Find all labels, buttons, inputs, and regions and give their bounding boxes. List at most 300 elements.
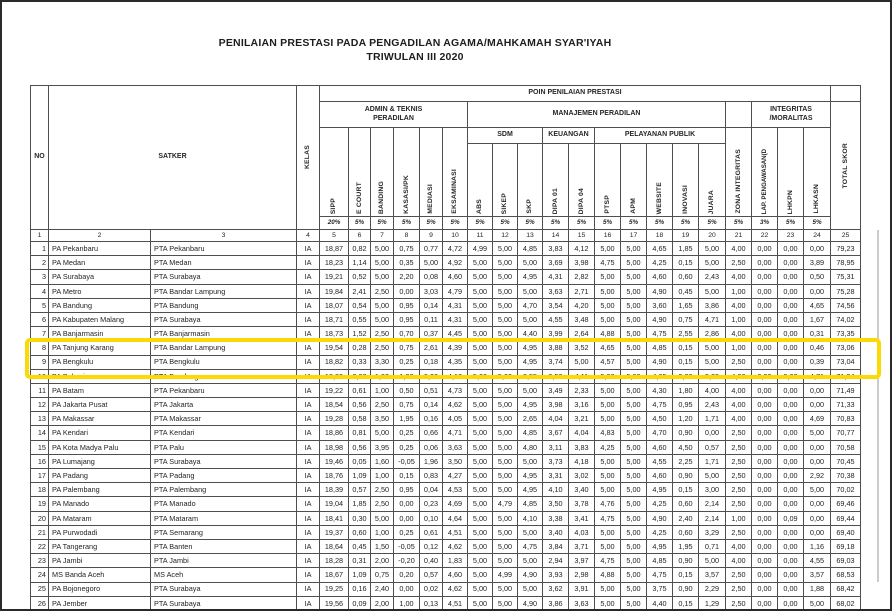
cell-lap-pengawasan: 0,00 <box>752 298 778 312</box>
cell-apm: 5,00 <box>621 568 647 582</box>
cell-total-skor: 74,56 <box>831 298 861 312</box>
cell-dipa04: 2,98 <box>569 568 595 582</box>
cell-no: 26 <box>31 596 49 610</box>
cell-apm: 5,00 <box>621 284 647 298</box>
cell-abs: 5,00 <box>468 426 493 440</box>
cell-zona-integritas: 4,00 <box>726 242 752 256</box>
cell-ecourt: 1,09 <box>349 469 371 483</box>
cell-kasasi-pk: 0,00 <box>394 582 420 596</box>
cell-zona-integritas: 2,50 <box>726 440 752 454</box>
cell-total-skor: 74,02 <box>831 312 861 326</box>
cell-satker-pta: PTA Pekanbaru <box>151 242 297 256</box>
cell-juara: 0,57 <box>699 440 726 454</box>
cell-skp: 4,85 <box>518 242 543 256</box>
cell-ecourt: 1,14 <box>349 256 371 270</box>
cell-eksaminasi: 4,62 <box>443 582 468 596</box>
cell-ecourt: 0,60 <box>349 525 371 539</box>
cell-eksaminasi: 4,31 <box>443 298 468 312</box>
cell-website: 3,60 <box>647 298 673 312</box>
cell-banding: 2,50 <box>371 483 394 497</box>
cell-mediasi: 0,83 <box>420 469 443 483</box>
cell-website: 4,90 <box>647 284 673 298</box>
cell-ptsp: 4,57 <box>595 355 621 369</box>
cell-skp: 2,65 <box>518 412 543 426</box>
col-header-ptsp: PTSP <box>595 144 621 217</box>
cell-skp: 5,00 <box>518 312 543 326</box>
cell-lap-pengawasan: 0,00 <box>752 525 778 539</box>
cell-eksaminasi: 4,72 <box>443 242 468 256</box>
column-number-cell: 13 <box>518 230 543 242</box>
cell-lhkpn: 0,00 <box>778 497 804 511</box>
cell-banding: 2,50 <box>371 327 394 341</box>
cell-kasasi-pk: 0,25 <box>394 355 420 369</box>
cell-dipa01: 4,10 <box>543 483 569 497</box>
cell-satker-pa: PA Banjarmasin <box>49 327 151 341</box>
col-header-sipp: SIPP <box>320 128 349 217</box>
cell-kelas: IA <box>297 341 320 355</box>
table-row <box>31 596 861 610</box>
cell-no: 15 <box>31 440 49 454</box>
cell-no: 6 <box>31 312 49 326</box>
table-row <box>31 539 861 553</box>
cell-juara: 1,71 <box>699 454 726 468</box>
cell-lhkpn: 0,00 <box>778 341 804 355</box>
cell-dipa04: 3,83 <box>569 440 595 454</box>
cell-skp: 4,75 <box>518 539 543 553</box>
cell-ecourt: 0,52 <box>349 270 371 284</box>
cell-eksaminasi: 4,51 <box>443 596 468 610</box>
weight-cell: 5% <box>468 217 493 230</box>
col-header-kasasi-pk: KASASI/PK <box>394 128 420 217</box>
cell-skp: 4,85 <box>518 426 543 440</box>
cell-dipa04: 3,41 <box>569 511 595 525</box>
cell-sipp: 18,82 <box>320 355 349 369</box>
cell-total-skor: 69,40 <box>831 525 861 539</box>
cell-skp: 4,90 <box>518 568 543 582</box>
cell-ecourt: 0,82 <box>349 242 371 256</box>
cell-banding: 1,00 <box>371 369 394 383</box>
cell-dipa01: 3,11 <box>543 440 569 454</box>
cell-dipa04: 4,04 <box>569 426 595 440</box>
weight-cell: 5% <box>543 217 569 230</box>
cell-banding: 1,00 <box>371 525 394 539</box>
cell-no: 5 <box>31 298 49 312</box>
cell-website: 4,25 <box>647 525 673 539</box>
cell-mediasi: 0,61 <box>420 525 443 539</box>
cell-ptsp: 4,25 <box>595 440 621 454</box>
cell-satker-pa: PA Kendari <box>49 426 151 440</box>
cell-banding: 3,95 <box>371 440 394 454</box>
cell-sikep: 5,00 <box>493 454 518 468</box>
cell-ptsp: 4,75 <box>595 554 621 568</box>
cell-ecourt: 0,30 <box>349 511 371 525</box>
cell-banding: 1,60 <box>371 454 394 468</box>
cell-juara: 2,29 <box>699 582 726 596</box>
cell-banding: 1,00 <box>371 383 394 397</box>
cell-website: 4,65 <box>647 369 673 383</box>
cell-lhkasn: 5,00 <box>804 426 831 440</box>
cell-dipa04: 4,12 <box>569 242 595 256</box>
cell-inovasi: 0,75 <box>673 312 699 326</box>
cell-juara: 3,29 <box>699 525 726 539</box>
cell-sikep: 5,00 <box>493 539 518 553</box>
cell-website: 4,75 <box>647 568 673 582</box>
cell-abs: 5,00 <box>468 327 493 341</box>
cell-skp: 4,95 <box>518 483 543 497</box>
cell-sipp: 18,76 <box>320 469 349 483</box>
cell-zona-integritas: 4,00 <box>726 412 752 426</box>
cell-skp: 5,00 <box>518 554 543 568</box>
cell-sipp: 18,28 <box>320 554 349 568</box>
cell-sipp: 19,37 <box>320 525 349 539</box>
cell-inovasi: 0,90 <box>673 582 699 596</box>
cell-sikep: 5,00 <box>493 341 518 355</box>
cell-lhkasn: 3,57 <box>804 568 831 582</box>
cell-kelas: IA <box>297 568 320 582</box>
cell-lap-pengawasan: 0,00 <box>752 582 778 596</box>
cell-website: 4,70 <box>647 426 673 440</box>
cell-kasasi-pk: 0,20 <box>394 568 420 582</box>
cell-no: 16 <box>31 454 49 468</box>
column-number-cell: 20 <box>699 230 726 242</box>
cell-banding: 5,00 <box>371 256 394 270</box>
cell-kelas: IA <box>297 454 320 468</box>
cell-apm: 5,00 <box>621 454 647 468</box>
cell-zona-integritas: 4,00 <box>726 298 752 312</box>
cell-dipa01: 3,98 <box>543 398 569 412</box>
column-number-cell: 1 <box>31 230 49 242</box>
cell-zona-integritas: 4,00 <box>726 369 752 383</box>
cell-sipp: 18,71 <box>320 312 349 326</box>
cell-apm: 5,00 <box>621 511 647 525</box>
cell-apm: 5,00 <box>621 369 647 383</box>
cell-ecourt: 0,55 <box>349 312 371 326</box>
cell-banding: 0,75 <box>371 568 394 582</box>
cell-satker-pa: PA Mataram <box>49 511 151 525</box>
cell-website: 4,50 <box>647 412 673 426</box>
cell-kasasi-pk: 0,70 <box>394 327 420 341</box>
cell-apm: 5,00 <box>621 440 647 454</box>
cell-abs: 5,00 <box>468 568 493 582</box>
cell-kasasi-pk: 1,00 <box>394 369 420 383</box>
table-row <box>31 327 861 341</box>
cell-website: 4,75 <box>647 327 673 341</box>
cell-lhkpn: 0,00 <box>778 525 804 539</box>
cell-juara: 5,00 <box>699 469 726 483</box>
cell-lap-pengawasan: 0,00 <box>752 469 778 483</box>
cell-total-skor: 73,04 <box>831 355 861 369</box>
col-header-dipa01: DIPA 01 <box>543 144 569 217</box>
col-header-total-skor: TOTAL SKOR <box>831 102 861 230</box>
cell-abs: 5,00 <box>468 298 493 312</box>
cell-apm: 5,00 <box>621 497 647 511</box>
cell-kelas: IA <box>297 554 320 568</box>
cell-zona-integritas: 2,50 <box>726 355 752 369</box>
cell-apm: 5,00 <box>621 341 647 355</box>
col-header-satker: SATKER <box>49 86 297 230</box>
weight-cell: 5% <box>726 217 752 230</box>
cell-website: 4,95 <box>647 539 673 553</box>
cell-dipa01: 3,93 <box>543 568 569 582</box>
cell-mediasi: 0,04 <box>420 483 443 497</box>
cell-kasasi-pk: -0,05 <box>394 539 420 553</box>
cell-mediasi: 0,51 <box>420 383 443 397</box>
cell-total-skor: 69,18 <box>831 539 861 553</box>
cell-lap-pengawasan: 0,00 <box>752 483 778 497</box>
column-number-cell: 4 <box>297 230 320 242</box>
cell-abs: 5,00 <box>468 554 493 568</box>
cell-skp: 5,00 <box>518 383 543 397</box>
cell-sipp: 18,98 <box>320 440 349 454</box>
cell-sipp: 18,80 <box>320 369 349 383</box>
cell-satker-pta: PTA Bengkulu <box>151 355 297 369</box>
table-row <box>31 369 861 383</box>
cell-sipp: 18,87 <box>320 242 349 256</box>
cell-no: 3 <box>31 270 49 284</box>
cell-lhkpn: 0,00 <box>778 312 804 326</box>
cell-dipa04: 3,78 <box>569 497 595 511</box>
cell-ptsp: 4,88 <box>595 327 621 341</box>
cell-website: 4,60 <box>647 440 673 454</box>
cell-dipa01: 3,54 <box>543 298 569 312</box>
subgroup-sdm: SDM <box>468 128 543 144</box>
cell-inovasi: 0,15 <box>673 355 699 369</box>
cell-zona-integritas: 2,50 <box>726 454 752 468</box>
cell-lhkasn: 0,46 <box>804 341 831 355</box>
cell-sikep: 5,00 <box>493 369 518 383</box>
cell-mediasi: 0,14 <box>420 398 443 412</box>
cell-ecourt: 0,05 <box>349 454 371 468</box>
cell-eksaminasi: 4,62 <box>443 398 468 412</box>
column-number-cell: 18 <box>647 230 673 242</box>
cell-ptsp: 4,75 <box>595 511 621 525</box>
column-number-cell: 7 <box>371 230 394 242</box>
cell-kasasi-pk: 0,95 <box>394 312 420 326</box>
weight-cell: 5% <box>394 217 420 230</box>
cell-juara: 5,00 <box>699 355 726 369</box>
cell-lhkpn: 0,09 <box>778 511 804 525</box>
cell-dipa04: 3,97 <box>569 554 595 568</box>
cell-kasasi-pk: 0,50 <box>394 383 420 397</box>
cell-satker-pa: PA Kota Madya Palu <box>49 440 151 454</box>
cell-lhkasn: 1,88 <box>804 582 831 596</box>
table-row <box>31 582 861 596</box>
cell-ecourt: 0,16 <box>349 582 371 596</box>
cell-kelas: IA <box>297 398 320 412</box>
cell-abs: 4,99 <box>468 242 493 256</box>
cell-satker-pta: PTA Bandung <box>151 298 297 312</box>
cell-satker-pta: PTA Medan <box>151 256 297 270</box>
cell-eksaminasi: 4,92 <box>443 256 468 270</box>
cell-satker-pa: MS Banda Aceh <box>49 568 151 582</box>
cell-juara: 2,29 <box>699 369 726 383</box>
cell-total-skor: 69,44 <box>831 511 861 525</box>
weight-cell: 5% <box>699 217 726 230</box>
cell-juara: 3,00 <box>699 483 726 497</box>
cell-no: 7 <box>31 327 49 341</box>
cell-dipa01: 2,94 <box>543 554 569 568</box>
cell-total-skor: 70,83 <box>831 412 861 426</box>
cell-inovasi: 0,80 <box>673 369 699 383</box>
cell-sipp: 19,54 <box>320 341 349 355</box>
col-header-lap-pengawasan: LAP. PENGAWASAN(D <box>752 128 778 217</box>
cell-sikep: 5,00 <box>493 383 518 397</box>
cell-ptsp: 5,00 <box>595 312 621 326</box>
cell-kasasi-pk: 0,15 <box>394 469 420 483</box>
cell-mediasi: 5,00 <box>420 256 443 270</box>
cell-total-skor: 70,45 <box>831 454 861 468</box>
table-row <box>31 341 861 355</box>
cell-ptsp: 5,00 <box>595 539 621 553</box>
cell-skp: 5,00 <box>518 454 543 468</box>
cell-juara: 3,86 <box>699 298 726 312</box>
cell-satker-pta: PTA Surabaya <box>151 454 297 468</box>
cell-mediasi: 0,16 <box>420 412 443 426</box>
cell-dipa01: 3,69 <box>543 256 569 270</box>
cell-lhkasn: 4,65 <box>804 298 831 312</box>
cell-eksaminasi: 4,51 <box>443 525 468 539</box>
col-header-lhkasn: LHKASN <box>804 128 831 217</box>
header-poin-penilaian: POIN PENILAIAN PRESTASI <box>320 86 831 102</box>
cell-eksaminasi: 4,31 <box>443 312 468 326</box>
cell-sipp: 19,25 <box>320 582 349 596</box>
col-header-dipa04: DIPA 04 <box>569 144 595 217</box>
cell-apm: 5,00 <box>621 256 647 270</box>
cell-website: 4,75 <box>647 398 673 412</box>
cell-sipp: 19,56 <box>320 596 349 610</box>
cell-satker-pa: PA Medan <box>49 256 151 270</box>
cell-skp: 4,95 <box>518 341 543 355</box>
cell-sikep: 5,00 <box>493 554 518 568</box>
cell-kelas: IA <box>297 355 320 369</box>
cell-ecourt: 2,41 <box>349 284 371 298</box>
cell-kasasi-pk: 0,95 <box>394 298 420 312</box>
cell-ptsp: 5,00 <box>595 298 621 312</box>
cell-no: 2 <box>31 256 49 270</box>
cell-sipp: 18,73 <box>320 327 349 341</box>
cell-dipa04: 3,63 <box>569 596 595 610</box>
cell-apm: 5,00 <box>621 554 647 568</box>
cell-apm: 5,00 <box>621 312 647 326</box>
cell-inovasi: 0,90 <box>673 469 699 483</box>
cell-sipp: 18,23 <box>320 256 349 270</box>
cell-lhkasn: 0,00 <box>804 511 831 525</box>
cell-no: 24 <box>31 568 49 582</box>
cell-lhkasn: 0,00 <box>804 383 831 397</box>
cell-total-skor: 71,49 <box>831 383 861 397</box>
table-row <box>31 242 861 256</box>
cell-juara: 2,14 <box>699 497 726 511</box>
cell-lap-pengawasan: 0,00 <box>752 312 778 326</box>
cell-dipa04: 3,40 <box>569 483 595 497</box>
cell-abs: 5,00 <box>468 483 493 497</box>
cell-mediasi: 2,61 <box>420 341 443 355</box>
cell-zona-integritas: 2,50 <box>726 426 752 440</box>
cell-zona-integritas: 2,50 <box>726 469 752 483</box>
cell-eksaminasi: 4,64 <box>443 511 468 525</box>
cell-website: 3,75 <box>647 582 673 596</box>
document-title <box>0 36 830 64</box>
cell-dipa01: 3,83 <box>543 242 569 256</box>
empty-cell <box>831 86 861 102</box>
cell-skp: 4,95 <box>518 270 543 284</box>
cell-website: 4,60 <box>647 270 673 284</box>
assessment-table <box>30 85 861 611</box>
cell-kasasi-pk: 0,95 <box>394 483 420 497</box>
cell-skp: 4,95 <box>518 355 543 369</box>
cell-no: 20 <box>31 511 49 525</box>
cell-kelas: IA <box>297 412 320 426</box>
cell-satker-pta: PTA Surabaya <box>151 582 297 596</box>
cell-no: 1 <box>31 242 49 256</box>
cell-apm: 5,00 <box>621 469 647 483</box>
cell-satker-pa: PA Surabaya <box>49 270 151 284</box>
cell-lhkasn: 0,00 <box>804 497 831 511</box>
cell-kelas: IA <box>297 270 320 284</box>
cell-banding: 5,00 <box>371 426 394 440</box>
cell-juara: 2,43 <box>699 398 726 412</box>
cell-kelas: IA <box>297 511 320 525</box>
cell-juara: 2,86 <box>699 327 726 341</box>
cell-no: 13 <box>31 412 49 426</box>
cell-satker-pa: PA Lumajang <box>49 454 151 468</box>
cell-abs: 5,00 <box>468 383 493 397</box>
cell-inovasi: 0,60 <box>673 525 699 539</box>
cell-dipa04: 3,71 <box>569 539 595 553</box>
cell-zona-integritas: 4,00 <box>726 539 752 553</box>
cell-skp: 4,70 <box>518 298 543 312</box>
cell-banding: 5,00 <box>371 511 394 525</box>
cell-satker-pta: PTA Palu <box>151 440 297 454</box>
cell-sipp: 19,21 <box>320 270 349 284</box>
cell-kelas: IA <box>297 369 320 383</box>
cell-kelas: IA <box>297 539 320 553</box>
cell-kelas: IA <box>297 298 320 312</box>
column-number-cell: 16 <box>595 230 621 242</box>
cell-mediasi: 0,08 <box>420 270 443 284</box>
column-number-cell: 10 <box>443 230 468 242</box>
cell-abs: 5,00 <box>468 440 493 454</box>
cell-zona-integritas: 1,00 <box>726 284 752 298</box>
weight-cell: 5% <box>420 217 443 230</box>
cell-dipa01: 3,40 <box>543 525 569 539</box>
cell-lhkasn: 0,00 <box>804 440 831 454</box>
col-header-eksaminasi: EKSAMINASI <box>443 128 468 217</box>
cell-lap-pengawasan: 0,00 <box>752 497 778 511</box>
column-number-cell: 2 <box>49 230 151 242</box>
weight-cell: 3% <box>752 217 778 230</box>
cell-inovasi: 2,25 <box>673 454 699 468</box>
group-manajemen-peradilan: MANAJEMEN PERADILAN <box>468 102 726 128</box>
table-row <box>31 298 861 312</box>
cell-lhkpn: 0,00 <box>778 369 804 383</box>
cell-total-skor: 78,95 <box>831 256 861 270</box>
table-row <box>31 568 861 582</box>
cell-ptsp: 5,00 <box>595 284 621 298</box>
cell-ptsp: 4,65 <box>595 341 621 355</box>
cell-lap-pengawasan: 0,00 <box>752 539 778 553</box>
cell-banding: 2,50 <box>371 341 394 355</box>
col-header-zona-integritas: ZONA INTEGRITAS <box>726 128 752 217</box>
cell-ptsp: 5,00 <box>595 454 621 468</box>
cell-lap-pengawasan: 0,00 <box>752 511 778 525</box>
cell-kasasi-pk: 0,35 <box>394 256 420 270</box>
cell-inovasi: 0,60 <box>673 270 699 284</box>
cell-dipa04: 2,82 <box>569 270 595 284</box>
cell-lhkpn: 0,00 <box>778 568 804 582</box>
cell-website: 4,95 <box>647 483 673 497</box>
cell-dipa01: 4,55 <box>543 312 569 326</box>
